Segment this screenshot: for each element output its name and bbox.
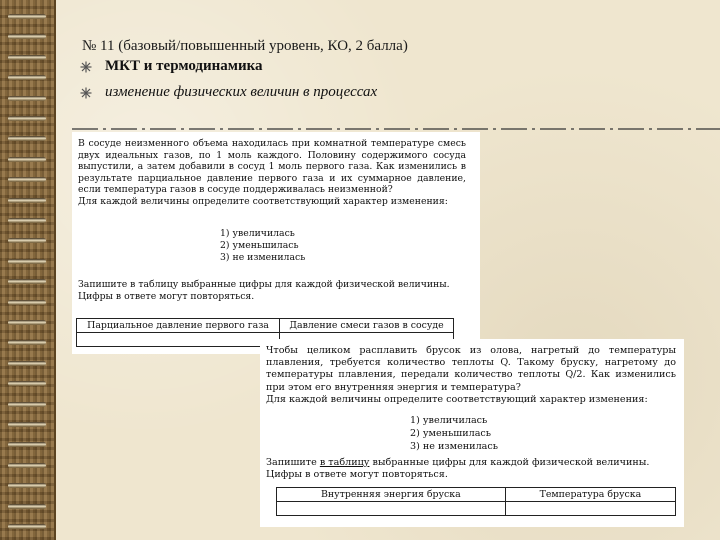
binder-ring [8,96,46,101]
binder-rings [8,0,48,540]
binder-ring [8,55,46,60]
bullet-item-1 [80,58,263,75]
binder-ring [8,75,46,80]
task1-table-header-1: Парциальное давление первого газа [77,319,280,333]
task1-option-2: 2) уменьшилась [220,240,299,251]
binder-ring [8,340,46,345]
task2-answer-cell-1[interactable] [277,502,506,516]
binder-strip [0,0,56,540]
binder-ring [8,34,46,39]
task1-option-1: 1) увеличилась [220,228,295,239]
binder-ring [8,14,46,19]
task2-table-link[interactable]: в таблицу [319,457,370,468]
task2-table-header-2: Температура бруска [505,488,675,502]
binder-ring [8,218,46,223]
bullet-text-1: МКТ и термодинамика [105,58,263,74]
task2-instruction: Для каждой величины определите соответствующий характер изменения: [266,393,648,405]
task1-table-header-2: Давление смеси газов в сосуде [280,319,454,333]
binder-ring [8,300,46,305]
binder-ring [8,116,46,121]
task2-option-1: 1) увеличилась [410,415,488,426]
binder-ring [8,381,46,386]
task1-statement-text: В сосуде неизменного объема находилась при комнатной температуре смесь двух идеальных газов, по 1 моль каждого. Половину содержимого сосуда выпустили, а затем добавили в сосуд 1 моль первого газа. Как изменились в результате парциальное давление первого газа и их суммарное давление, если температура газов в сосуде поддерживалась неизменной? [78,138,466,196]
task1-answer-cell-1[interactable] [77,333,280,347]
asterisk-bullet-icon [80,87,92,99]
binder-ring [8,238,46,243]
binder-ring [8,422,46,427]
task1-option-3: 3) не изменилась [220,252,306,263]
task1-statement [78,138,466,208]
task2-statement-text: Чтобы целиком расплавить брусок из олова, нагретый до температуры плавления, требуется количество теплоты Q. Такому бруску, нагретому до температуры плавления, передали количество теплоты Q/2. Как изменились при этом его внутренняя энергия и температура? [266,345,676,393]
task2-answer-cell-2[interactable] [505,502,675,516]
binder-ring [8,136,46,141]
binder-ring [8,259,46,264]
task2-table-header-1: Внутренняя энергия бруска [277,488,506,502]
dash-dot-divider [72,127,720,131]
task2-answer-post: выбранные цифры для каждой физической величины. Цифры в ответе могут повторяться. [266,457,650,481]
bullet-item-2 [80,84,377,101]
binder-ring [8,463,46,468]
binder-ring [8,279,46,284]
task2-statement [266,345,676,406]
binder-ring [8,402,46,407]
task2-answer-pre: Запишите [266,457,320,468]
task-card-2 [260,339,684,527]
task2-option-2: 2) уменьшилась [410,428,492,439]
binder-ring [8,177,46,182]
task2-answer-note [266,457,676,481]
binder-ring [8,320,46,325]
slide-title: № 11 (базовый/повышенный уровень, КО, 2 балла) [82,38,408,54]
binder-ring [8,361,46,366]
bullet-text-2: изменение физических величин в процессах [105,84,378,100]
task2-answer-table [276,487,676,516]
binder-ring [8,524,46,529]
binder-ring [8,157,46,162]
binder-ring [8,442,46,447]
task2-option-3: 3) не изменилась [410,441,498,452]
task1-instruction: Для каждой величины определите соответствующий характер изменения: [78,195,448,207]
binder-ring [8,483,46,488]
binder-ring [8,198,46,203]
task1-answer-note: Запишите в таблицу выбранные цифры для каждой физической величины. Цифры в ответе могут повторяться. [78,279,450,302]
binder-ring [8,504,46,509]
asterisk-bullet-icon [80,61,92,73]
task-card-1 [72,132,480,354]
